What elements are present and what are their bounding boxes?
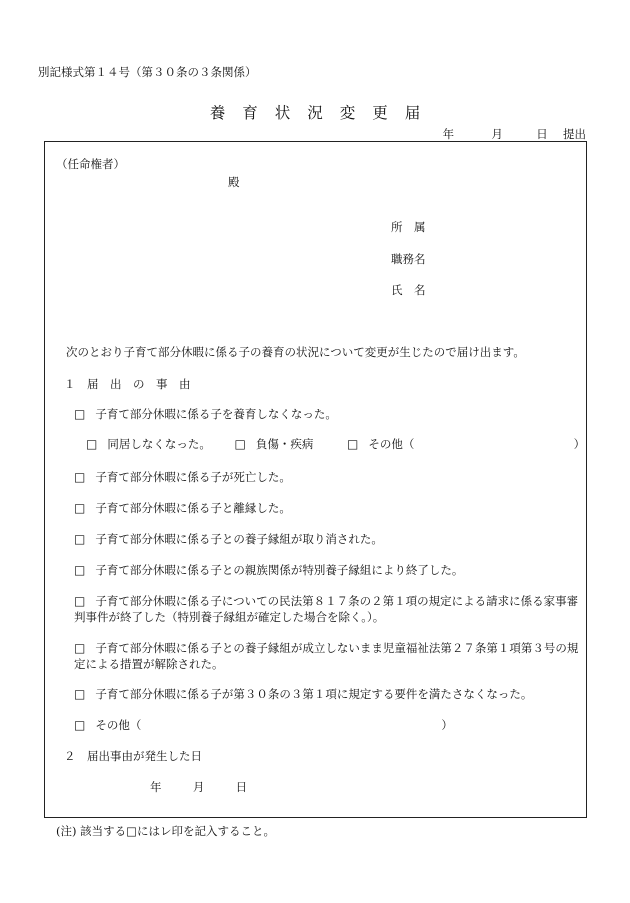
reason-text: その他（ bbox=[95, 718, 142, 732]
reason-item bbox=[74, 500, 291, 516]
job-title-label: 職務名 bbox=[391, 252, 426, 266]
reason-item-other bbox=[74, 717, 453, 733]
checkbox[interactable]: □ bbox=[74, 718, 86, 732]
event-day-label: 日 bbox=[235, 780, 248, 794]
checkbox[interactable]: □ bbox=[74, 594, 86, 608]
reason-text: 子育て部分休暇に係る子との親族関係が特別養子縁組により終了した。 bbox=[95, 563, 464, 577]
checkbox[interactable]: □ bbox=[74, 501, 86, 515]
submission-date bbox=[443, 126, 586, 142]
document-title: 養育状況変更届 bbox=[209, 104, 438, 122]
reason-item bbox=[74, 640, 584, 672]
reason-text: 子育て部分休暇に係る子と離縁した。 bbox=[95, 501, 291, 515]
checkbox[interactable]: □ bbox=[234, 437, 246, 451]
reason-item bbox=[74, 406, 337, 422]
reason-item bbox=[74, 469, 291, 485]
reason-text: 子育て部分休暇に係る子についての民法第８１７条の２第１項の規定による請求に係る家事審判事件が終了した（特別養子縁組が確定した場合を除く。）。 bbox=[74, 594, 579, 624]
sub-options bbox=[86, 436, 585, 452]
checkbox[interactable]: □ bbox=[74, 407, 86, 421]
reason-item bbox=[74, 593, 584, 625]
checkbox[interactable]: □ bbox=[74, 563, 86, 577]
appointer-label: （任命権者） bbox=[56, 157, 125, 171]
reason-text: 子育て部分休暇に係る子を養育しなくなった。 bbox=[95, 407, 337, 421]
checkbox[interactable]: □ bbox=[86, 437, 98, 451]
footnote: (注) 該当する□にはレ印を記入すること。 bbox=[56, 824, 275, 838]
sub-option-injury-illness: 負傷・疾病 bbox=[255, 437, 314, 451]
intro-text: 次のとおり子育て部分休暇に係る子の養育の状況について変更が生じたので届け出ます。 bbox=[66, 345, 525, 359]
reason-text: 子育て部分休暇に係る子との養子縁組が取り消された。 bbox=[95, 532, 383, 546]
reason-item bbox=[74, 531, 383, 547]
affiliation-label: 所 属 bbox=[391, 220, 426, 234]
event-month-label: 月 bbox=[192, 780, 205, 794]
reason-item bbox=[74, 686, 532, 702]
checkbox[interactable]: □ bbox=[74, 470, 86, 484]
submit-year-label: 年 bbox=[442, 127, 455, 141]
other-reason-close: ） bbox=[441, 718, 453, 732]
section1-heading: １ 届 出 の 事 由 bbox=[64, 377, 191, 391]
submit-day-label: 日 bbox=[536, 127, 548, 141]
submit-month-label: 月 bbox=[491, 127, 503, 141]
sub-option-other-close: ） bbox=[573, 437, 586, 451]
sub-option-other: その他（ bbox=[368, 437, 415, 451]
honorific: 殿 bbox=[228, 175, 240, 189]
sub-option-not-cohabiting: 同居しなくなった。 bbox=[107, 437, 211, 451]
reason-text: 子育て部分休暇に係る子が第３０条の３第１項に規定する要件を満たさなくなった。 bbox=[95, 687, 533, 701]
section2-heading: ２ 届出事由が発生した日 bbox=[64, 749, 202, 763]
checkbox[interactable]: □ bbox=[347, 437, 359, 451]
event-date bbox=[150, 779, 247, 795]
reason-item bbox=[74, 562, 463, 578]
submit-label: 提出 bbox=[563, 127, 586, 141]
event-year-label: 年 bbox=[150, 780, 162, 794]
checkbox[interactable]: □ bbox=[74, 532, 86, 546]
reason-text: 子育て部分休暇に係る子が死亡した。 bbox=[95, 470, 291, 484]
reason-text: 子育て部分休暇に係る子との養子縁組が成立しないまま児童福祉法第２７条第１項第３号の規定による措置が解除された。 bbox=[74, 641, 579, 671]
name-label: 氏 名 bbox=[391, 283, 426, 297]
checkbox[interactable]: □ bbox=[74, 687, 86, 701]
form-number: 別記様式第１４号（第３０条の３条関係） bbox=[38, 65, 257, 79]
checkbox[interactable]: □ bbox=[74, 641, 86, 655]
